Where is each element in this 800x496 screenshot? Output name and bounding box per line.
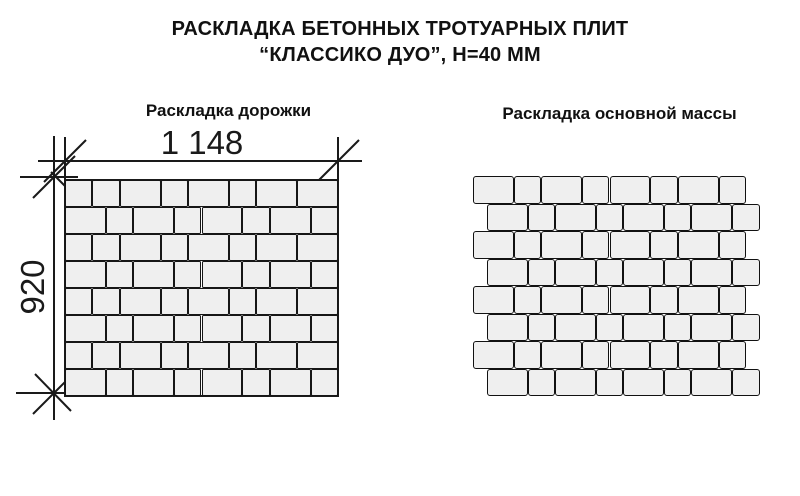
paving-tile — [120, 180, 161, 207]
height-dimension-label: 920 — [14, 259, 51, 315]
paving-tile — [188, 234, 229, 261]
paving-tile — [664, 204, 691, 232]
paving-tile — [120, 234, 161, 261]
paving-tile — [174, 369, 201, 396]
paving-tile — [610, 341, 651, 369]
paving-tile — [229, 342, 256, 369]
paving-tile — [650, 286, 677, 314]
paving-tile — [65, 369, 106, 396]
paving-tile — [596, 259, 623, 287]
paving-tile — [623, 369, 664, 397]
paving-tile — [719, 286, 746, 314]
paving-tile — [514, 231, 541, 259]
paving-tile — [92, 180, 119, 207]
paving-tile — [596, 204, 623, 232]
paving-tile — [732, 314, 759, 342]
paving-tile — [541, 286, 582, 314]
paving-tile — [582, 231, 609, 259]
paving-tile — [174, 315, 201, 342]
paving-tile — [473, 341, 514, 369]
paving-tile — [719, 341, 746, 369]
paving-tile — [229, 180, 256, 207]
paving-tile — [161, 288, 188, 315]
paving-tile — [270, 261, 311, 288]
paving-tile — [270, 315, 311, 342]
paving-tile — [623, 259, 664, 287]
left-diagram-label: Раскладка дорожки — [145, 101, 312, 120]
paving-tile — [92, 342, 119, 369]
paving-tile — [555, 204, 596, 232]
right-diagram-label: Раскладка основной массы — [502, 104, 737, 123]
paving-tile — [487, 259, 528, 287]
paving-tile — [487, 314, 528, 342]
paving-tile — [650, 231, 677, 259]
paving-tile — [229, 288, 256, 315]
paving-tile — [202, 261, 243, 288]
paving-tile — [610, 286, 651, 314]
paving-tile — [311, 315, 338, 342]
paving-tile — [514, 286, 541, 314]
paving-tile — [678, 231, 719, 259]
paving-tile — [65, 207, 106, 234]
paving-tile — [691, 369, 732, 397]
paving-tile — [664, 314, 691, 342]
paving-tile — [106, 207, 133, 234]
paving-tile — [691, 204, 732, 232]
paving-tile — [487, 204, 528, 232]
paving-tile — [161, 342, 188, 369]
paving-tile — [473, 231, 514, 259]
paving-tile — [297, 180, 338, 207]
paving-tile — [65, 261, 106, 288]
paving-tile — [65, 288, 92, 315]
paving-tile — [311, 207, 338, 234]
paving-tile — [528, 259, 555, 287]
right-diagram-tiles — [473, 176, 763, 396]
paving-tile — [120, 288, 161, 315]
paving-tile — [610, 176, 651, 204]
paving-tile — [92, 288, 119, 315]
paving-tile — [229, 234, 256, 261]
paving-tile — [732, 204, 759, 232]
paving-tile — [691, 314, 732, 342]
paving-tile — [541, 231, 582, 259]
paving-tile — [256, 288, 297, 315]
paving-tile — [242, 261, 269, 288]
paving-tile — [270, 369, 311, 396]
paving-tile — [732, 259, 759, 287]
page-title — [0, 16, 800, 68]
paving-tile — [719, 176, 746, 204]
paving-tile — [664, 369, 691, 397]
paving-tile — [528, 369, 555, 397]
paving-tile — [297, 234, 338, 261]
paving-tile — [65, 180, 92, 207]
paving-tile — [133, 207, 174, 234]
paving-tile — [678, 176, 719, 204]
paving-tile — [297, 342, 338, 369]
paving-tile — [106, 261, 133, 288]
tick-width-left — [44, 140, 86, 182]
paving-tile — [242, 315, 269, 342]
paving-tile — [161, 180, 188, 207]
title-line1: РАСКЛАДКА БЕТОННЫХ ТРОТУАРНЫХ ПЛИТ — [171, 18, 629, 40]
paving-tile — [678, 286, 719, 314]
paving-tile — [202, 207, 243, 234]
paving-tile — [92, 234, 119, 261]
paving-tile — [596, 369, 623, 397]
paving-tile — [678, 341, 719, 369]
paving-tile — [297, 288, 338, 315]
paving-tile — [650, 341, 677, 369]
paving-tile — [473, 176, 514, 204]
paving-tile — [270, 207, 311, 234]
paving-tile — [311, 261, 338, 288]
paving-tile — [528, 204, 555, 232]
paving-tile — [691, 259, 732, 287]
paving-tile — [514, 341, 541, 369]
paving-tile — [514, 176, 541, 204]
paving-tile — [732, 369, 759, 397]
title-line2: “КЛАССИКО ДУО”, Н=40 ММ — [259, 44, 541, 66]
paving-tile — [202, 369, 243, 396]
paving-tile — [541, 341, 582, 369]
paving-tile — [202, 315, 243, 342]
paving-tile — [487, 369, 528, 397]
tick-width-right — [317, 140, 359, 182]
width-dimension-label: 1 148 — [160, 124, 244, 161]
paving-tile — [188, 342, 229, 369]
paving-tile — [161, 234, 188, 261]
paving-tile — [582, 341, 609, 369]
paving-tile — [174, 207, 201, 234]
paving-tile — [65, 234, 92, 261]
paving-tile — [650, 176, 677, 204]
paving-tile — [256, 234, 297, 261]
paving-tile — [473, 286, 514, 314]
paving-tile — [610, 231, 651, 259]
paving-tile — [311, 369, 338, 396]
paving-tile — [582, 286, 609, 314]
paving-tile — [106, 315, 133, 342]
paving-tile — [555, 314, 596, 342]
paving-tile — [528, 314, 555, 342]
paving-tile — [555, 259, 596, 287]
paving-tile — [174, 261, 201, 288]
paving-tile — [555, 369, 596, 397]
paving-tile — [106, 369, 133, 396]
paving-tile — [133, 369, 174, 396]
paving-tile — [623, 204, 664, 232]
paving-tile — [133, 261, 174, 288]
paving-tile — [596, 314, 623, 342]
paving-tile — [256, 342, 297, 369]
paving-tile — [65, 342, 92, 369]
paving-tile — [719, 231, 746, 259]
paving-tile — [65, 315, 106, 342]
paving-tile — [188, 180, 229, 207]
paving-tile — [582, 176, 609, 204]
paving-tile — [242, 369, 269, 396]
paving-tile — [541, 176, 582, 204]
paving-tile — [623, 314, 664, 342]
paving-tile — [133, 315, 174, 342]
paving-tile — [120, 342, 161, 369]
left-diagram-tiles — [65, 180, 338, 396]
paving-tile — [256, 180, 297, 207]
paving-tile — [242, 207, 269, 234]
paving-tile — [664, 259, 691, 287]
paving-tile — [188, 288, 229, 315]
